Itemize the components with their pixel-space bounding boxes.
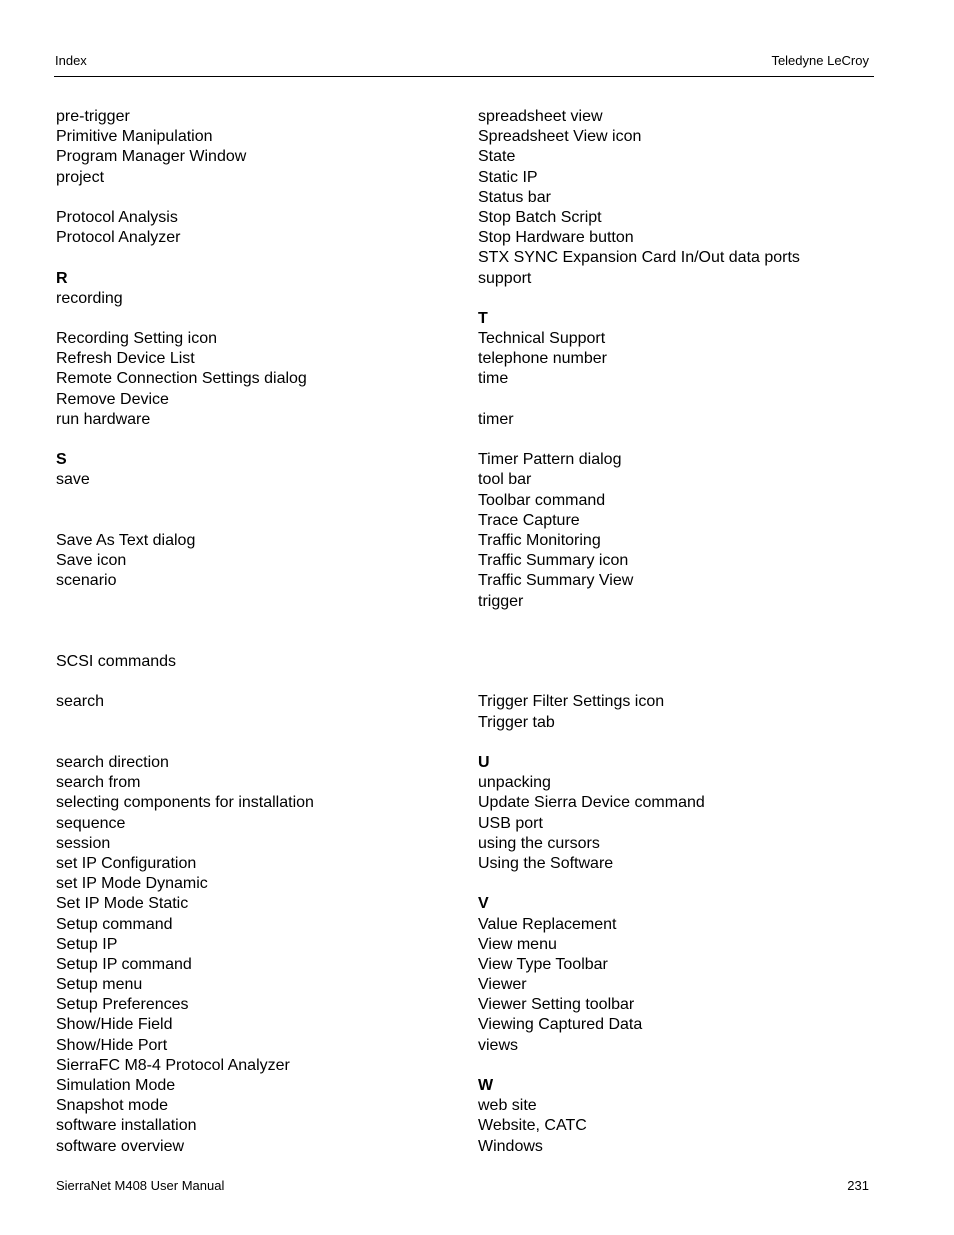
index-spacer [478,390,878,410]
index-entry: Program Manager Window [56,148,247,166]
index-entry: search direction [56,754,169,771]
index-letter-heading: R [56,269,68,287]
index-entry: Protocol Analyzer [56,229,181,247]
index-entry: Using the Software [478,854,614,872]
index-entry: Traffic Monitoring [478,531,601,549]
index-entry: Protocol Analysis [56,208,178,226]
index-entry: View Type Toolbar [478,955,608,973]
index-letter-heading: S [56,451,67,469]
index-spacer [56,592,456,612]
index-entry: software installation [56,1117,197,1135]
index-entry: Remote Connection Settings dialog [56,370,307,388]
index-entry: save [56,471,90,489]
index-entry: Stop Batch Script [478,208,602,226]
index-spacer [56,430,456,450]
index-entry: Setup command [56,915,173,933]
index-entry: Setup IP [56,935,118,953]
index-entry: Save As Text dialog [56,531,196,549]
index-entry: tool bar [478,471,532,489]
index-entry: STX SYNC Expansion Card In/Out data ports [478,249,800,267]
index-entry: project [56,168,105,186]
index-entry: pre-trigger [56,108,130,125]
index-entry: time [478,370,509,388]
index-letter-heading: V [478,895,489,913]
index-entry: Show/Hide Field [56,1016,173,1034]
index-entry: recording [56,289,123,307]
index-letter-heading: T [478,309,488,327]
index-spacer [56,248,456,268]
index-spacer [478,733,878,753]
index-entry: software overview [56,1137,185,1155]
index-entry: Update Sierra Device command [478,794,705,812]
index-entry: support [478,269,532,287]
index-entry: Snapshot mode [56,1097,169,1115]
index-entry: Viewing Captured Data [478,1016,643,1034]
index-entry: Traffic Summary icon [478,552,629,570]
index-entry: search from [56,774,141,792]
index-entry: Show/Hide Port [56,1036,168,1054]
index-entry: Simulation Mode [56,1077,176,1094]
header-company: Teledyne LeCroy [771,53,869,68]
index-spacer [478,289,878,309]
index-entry: Value Replacement [478,915,617,933]
index-spacer [56,733,456,753]
index-entry: Trace Capture [478,511,580,529]
header-divider [54,76,874,77]
index-spacer [478,1056,878,1076]
index-entry: Set IP Mode Static [56,895,189,913]
page-number: 231 [847,1178,869,1193]
index-entry: search [56,693,105,711]
index-entry: Static IP [478,168,538,186]
footer-manual-title: SierraNet M408 User Manual [56,1178,225,1193]
index-entry: Remove Device [56,390,169,408]
index-entry: using the cursors [478,834,600,852]
index-entry: Technical Support [478,330,606,348]
index-column-right [478,107,878,1157]
index-entry: Trigger tab [478,713,555,731]
index-entry: Timer Pattern dialog [478,451,622,469]
index-letter-heading: W [478,1077,494,1094]
index-spacer [56,491,456,511]
header-section-title: Index [55,53,87,68]
index-entry: scenario [56,572,117,590]
index-entry: web site [478,1097,537,1115]
index-spacer [56,632,456,652]
index-entry: Recording Setting icon [56,330,217,348]
index-entry: Setup Preferences [56,996,189,1014]
index-entry: Toolbar command [478,491,606,509]
index-entry: set IP Mode Dynamic [56,875,208,893]
index-entry: set IP Configuration [56,854,197,872]
index-entry: SCSI commands [56,653,177,671]
index-spacer [478,430,878,450]
index-entry: View menu [478,935,557,953]
index-entry: selecting components for installation [56,794,314,812]
index-entry: Stop Hardware button [478,229,634,247]
index-entry: unpacking [478,774,551,792]
index-spacer [478,632,878,652]
index-spacer [478,652,878,672]
index-entry: State [478,148,516,166]
index-entry: trigger [478,592,524,610]
index-entry: Status bar [478,188,551,206]
index-column-left [56,107,456,1157]
index-spacer [56,188,456,208]
index-entry: spreadsheet view [478,108,603,125]
index-spacer [56,612,456,632]
index-entry: run hardware [56,410,151,428]
index-spacer [56,309,456,329]
index-entry: Viewer [478,976,527,994]
index-entry: Primitive Manipulation [56,128,213,146]
index-spacer [56,672,456,692]
index-entry: Save icon [56,552,127,570]
index-spacer [478,672,878,692]
index-entry: Setup IP command [56,955,192,973]
index-entry: Website, CATC [478,1117,587,1135]
index-entry: telephone number [478,350,607,368]
index-entry: Windows [478,1137,543,1155]
index-entry: Setup menu [56,976,143,994]
index-entry: session [56,834,111,852]
index-entry: Viewer Setting toolbar [478,996,635,1014]
index-entry: USB port [478,814,543,832]
index-entry: sequence [56,814,126,832]
index-entry: Traffic Summary View [478,572,634,590]
index-spacer [56,713,456,733]
index-letter-heading: U [478,754,490,771]
index-entry: Trigger Filter Settings icon [478,693,665,711]
index-spacer [478,874,878,894]
index-entry: SierraFC M8-4 Protocol Analyzer [56,1056,290,1074]
index-entry: views [478,1036,519,1054]
index-spacer [56,511,456,531]
index-entry: Spreadsheet View icon [478,128,642,146]
index-entry: Refresh Device List [56,350,195,368]
index-entry: timer [478,410,514,428]
index-spacer [478,612,878,632]
